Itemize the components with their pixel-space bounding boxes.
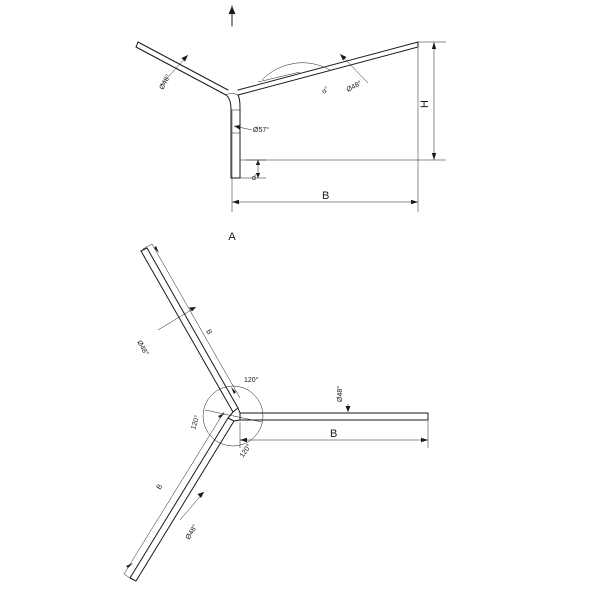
lower-left-len-label: B [155,483,165,492]
elevation-view [136,6,446,212]
right-dia-label: Ø48° [337,385,344,402]
dim-B-right [240,421,428,448]
right-tube [238,42,418,95]
angle-alpha-label: α° [320,85,331,96]
angle-left-label: 120° [190,414,202,431]
lower-left-dia-label: Ø48° [184,523,200,542]
upper-left-dia-label: Ø48° [135,339,150,357]
dim-d [240,160,266,182]
left-tube [136,42,228,95]
angle-bottom-label: 120° [238,443,253,460]
section-label-mid: A [228,231,236,243]
width-dim-label: B [322,190,330,202]
dim-H [246,42,446,160]
center-stem [226,95,240,178]
plan-view [124,244,428,581]
section-arrow-top [229,6,236,26]
angle-top-label: 120° [244,377,259,384]
depth-dim-label: d [252,175,256,182]
angle-alpha [258,63,331,96]
arm-right [240,413,428,420]
leader-right-dia [340,54,368,94]
leader-right-dia-plan [336,386,351,412]
leader-ll-dia [180,492,204,541]
leader-center-dia [234,125,269,134]
dim-B-lower-left [124,412,225,580]
upper-left-len-label: B [204,328,213,337]
left-tube-dia-label: Ø48° [158,73,173,91]
right-tube-dia-label: Ø48° [345,80,364,94]
right-len-label: B [330,428,338,440]
height-dim-label: H [419,100,431,108]
center-dia-label: Ø57° [253,127,270,134]
